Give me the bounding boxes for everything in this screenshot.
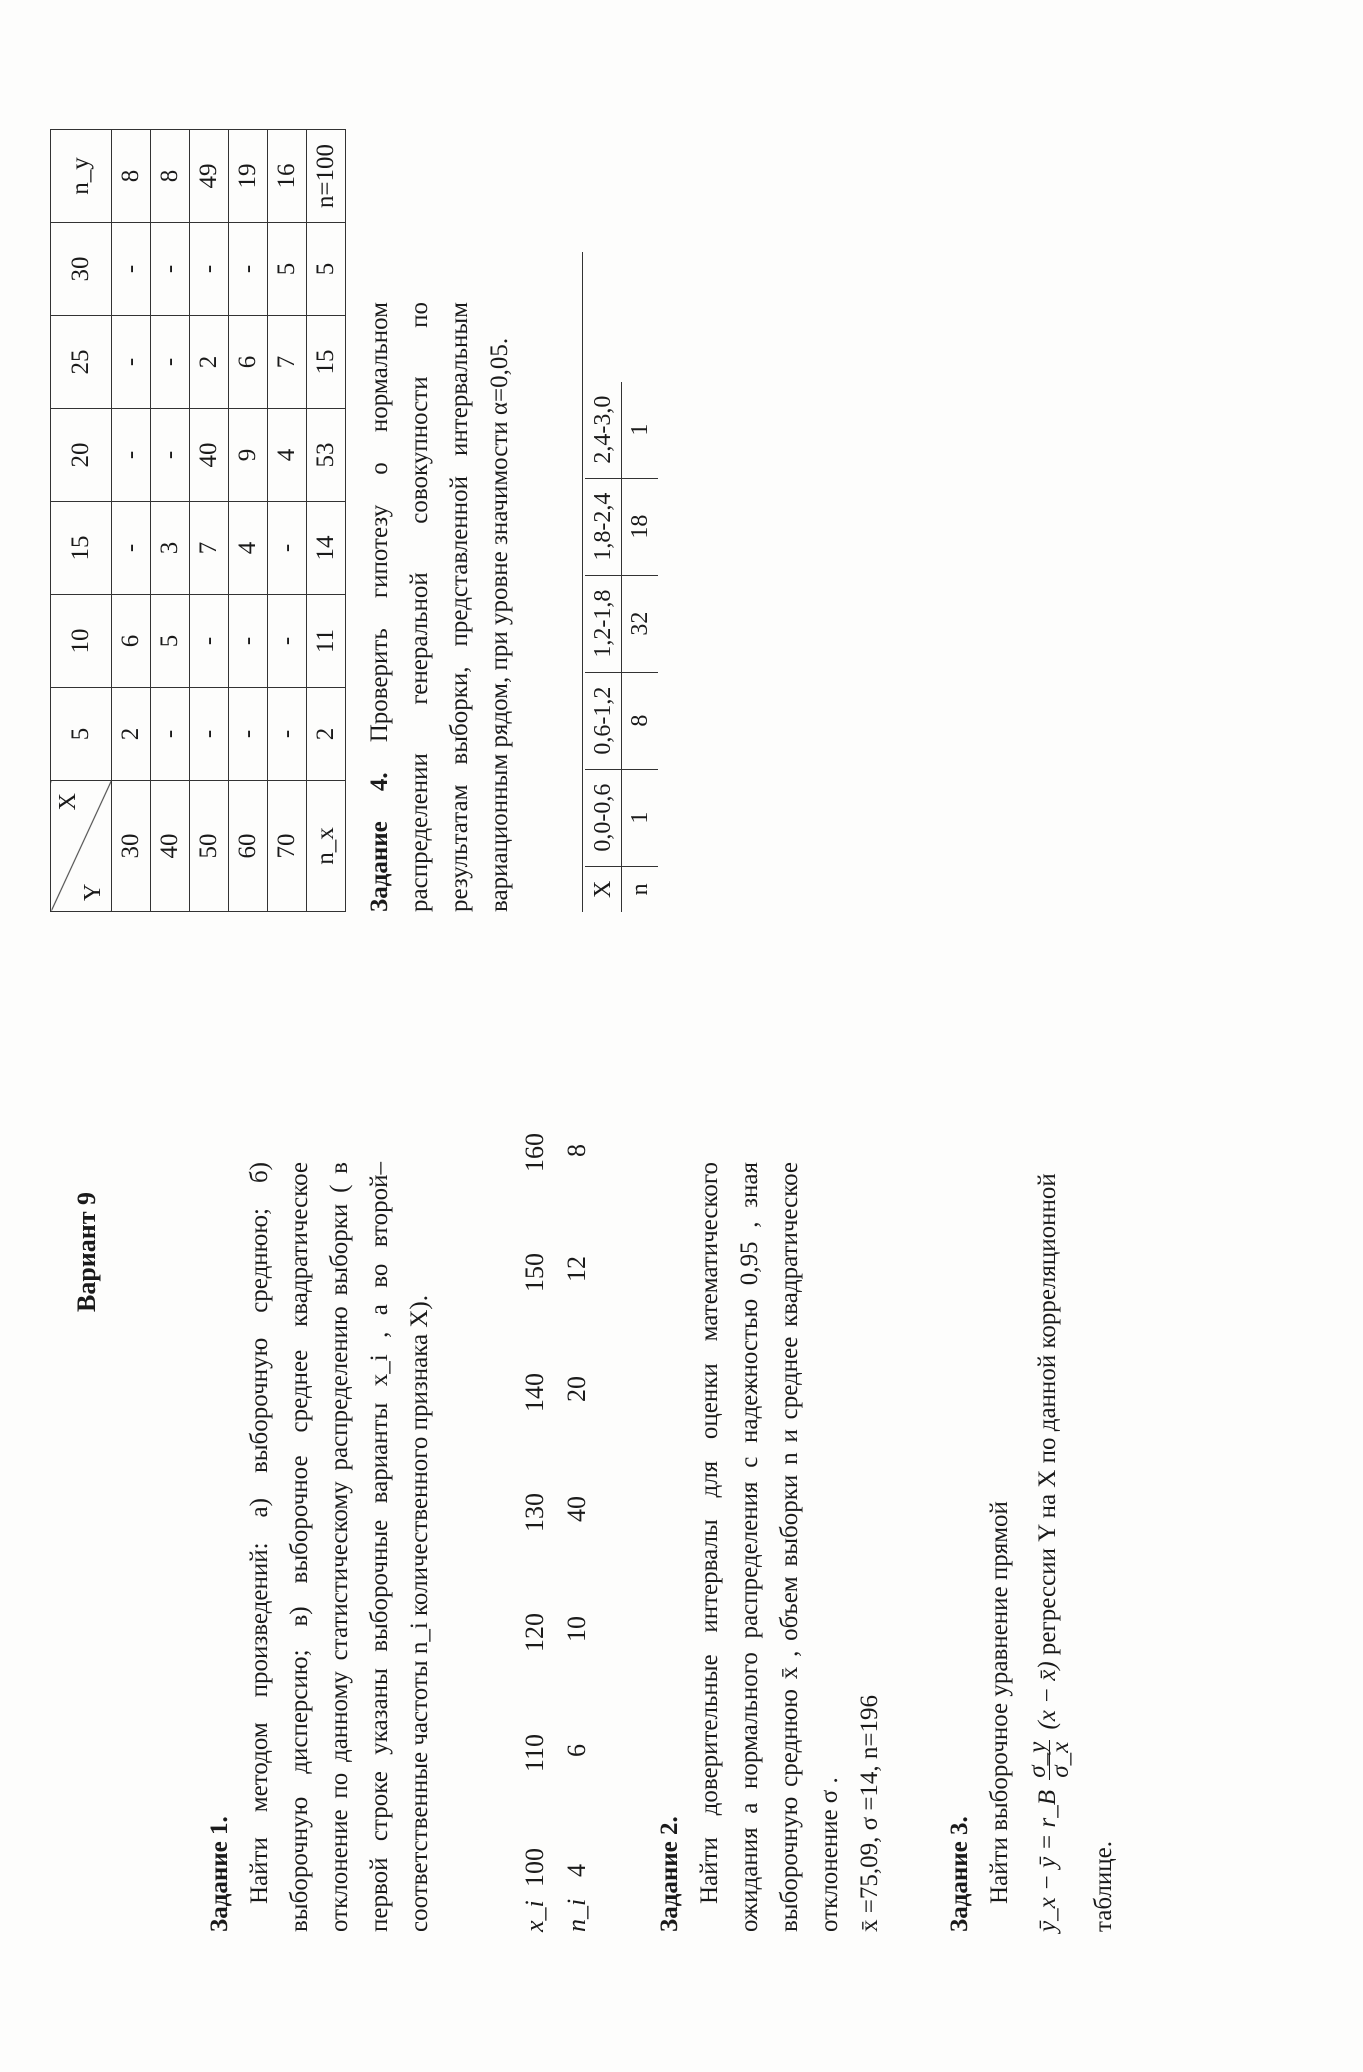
task-2-values: x̄ =75,09, σ =14, n=196: [856, 1694, 883, 1932]
ny-header: n_y: [51, 130, 112, 223]
table-row: 30 2 6 - - - - 8: [112, 130, 151, 912]
x-header: 15: [51, 502, 112, 595]
interval-row: X 0,0-0,6 0,6-1,2 1,2-1,8 1,8-2,4 2,4-3,0: [585, 382, 622, 912]
table-row: 60 - - 4 9 6 - 19: [229, 130, 268, 912]
task-4: [360, 302, 520, 912]
page-title: Вариант 9: [72, 1191, 101, 1312]
x-header: 30: [51, 223, 112, 316]
x-header: 20: [51, 409, 112, 502]
document-page: Вариант 9 Задание 1. Найти методом произведений: а) выборочную среднюю; б) выборочную дисперсию; в) выборочное среднее квадратическое отклонение по данному статистическому распределению выборки ( в первой строке указаны выборочные варианты x_i , а во второй– соответственные частоты n_i количественного признака Х). x_i 100 110 120 130 140 150 160 n_i 4 6 10 40 20 12 8 Задание 2. Найти доверительные интервалы для оценки математического ожидания а нормального распределения с надежностью 0,95 , зная выборочную среднюю x̄ , объем выборки n и среднее квадратическое отклонение σ . x̄ =75,09, σ =14, n=196 Задание 3. Найти выборочное уравнение прямой ȳ_x − ȳ = r_B σ_y σ_x (x − x̄) регрессии Y на X по данной корреляционной таблице. X Y 5 10 15 20 25 30 n_y 30 2 6 - - - - 8 40 - 5 3 - - - 8 50 - - 7 40 2 - 49 60 - - 4 9 6 - 19 70 - - - 4 7 5 16 n_x 2 11 14 53 15 5 n=100 Задание 4. Проверить гипотезу о нормальном распределении генеральной совокупности по результатам выборки, представленной интервальным вариационным рядом, при уровне значимости α=0,05. X 0,0-0,6 0,6-1,2 1,2-1,8 1,8-2,4 2,4-3,0 n 1 8 32 18 1: [0, 0, 1363, 2072]
task-4-heading: Задание 4.: [366, 772, 393, 912]
task-2-heading: Задание 2.: [656, 1816, 683, 1932]
count-row: n 1 8 32 18 1: [622, 382, 659, 912]
task-3-intro: Найти выборочное уравнение прямой: [986, 1501, 1013, 1904]
task-3-text-after: регрессии Y на X по данной корреляционной таблице.: [1034, 1173, 1117, 1932]
task-2-text: Найти доверительные интервалы для оценки математического ожидания а нормального распределения с надежностью 0,95 , зная выборочную среднюю x̄ , объем выборки n и среднее квадратическое отклонение σ .: [696, 1162, 843, 1932]
x-header: 5: [51, 688, 112, 781]
task-3-heading: Задание 3.: [946, 1816, 973, 1932]
regression-formula-right: (x − x̄): [1034, 1661, 1061, 1730]
corner-cell: X Y: [51, 781, 112, 912]
regression-formula-left: ȳ_x − ȳ = r_B: [1034, 1789, 1061, 1932]
correlation-table: [50, 129, 346, 912]
task-1-text: Найти методом произведений: а) выборочную среднюю; б) выборочную дисперсию; в) выборочное среднее квадратическое отклонение по данному статистическому распределению выборки ( в первой строке указаны выборочные варианты x_i , а во второй– соответственные частоты n_i количественного признака Х).: [246, 1162, 433, 1932]
regression-fraction: σ_y σ_x: [1023, 1741, 1074, 1778]
task-2: [650, 1162, 890, 1932]
table-header-row: [51, 130, 112, 912]
table-row: 50 - - 7 40 2 - 49: [190, 130, 229, 912]
task-3: [940, 1162, 1132, 1932]
task-1-heading: Задание 1.: [206, 1816, 233, 1932]
x-header: 25: [51, 316, 112, 409]
interval-table: [585, 382, 658, 912]
table-row: 40 - 5 3 - - - 8: [151, 130, 190, 912]
task-1: [200, 1162, 440, 1932]
x-header: 10: [51, 595, 112, 688]
table-row: 70 - - - 4 7 5 16: [268, 130, 307, 912]
task-4-text: Задание 4. Проверить гипотезу о нормальном распределении генеральной совокупности по результатам выборки, представленной интервальным вариационным рядом, при уровне значимости α=0,05.: [366, 302, 513, 912]
task-3-formula-line: [1020, 1162, 1132, 1932]
interval-table-top-rule: [582, 252, 583, 912]
table-totals-row: n_x 2 11 14 53 15 5 n=100: [307, 130, 346, 912]
